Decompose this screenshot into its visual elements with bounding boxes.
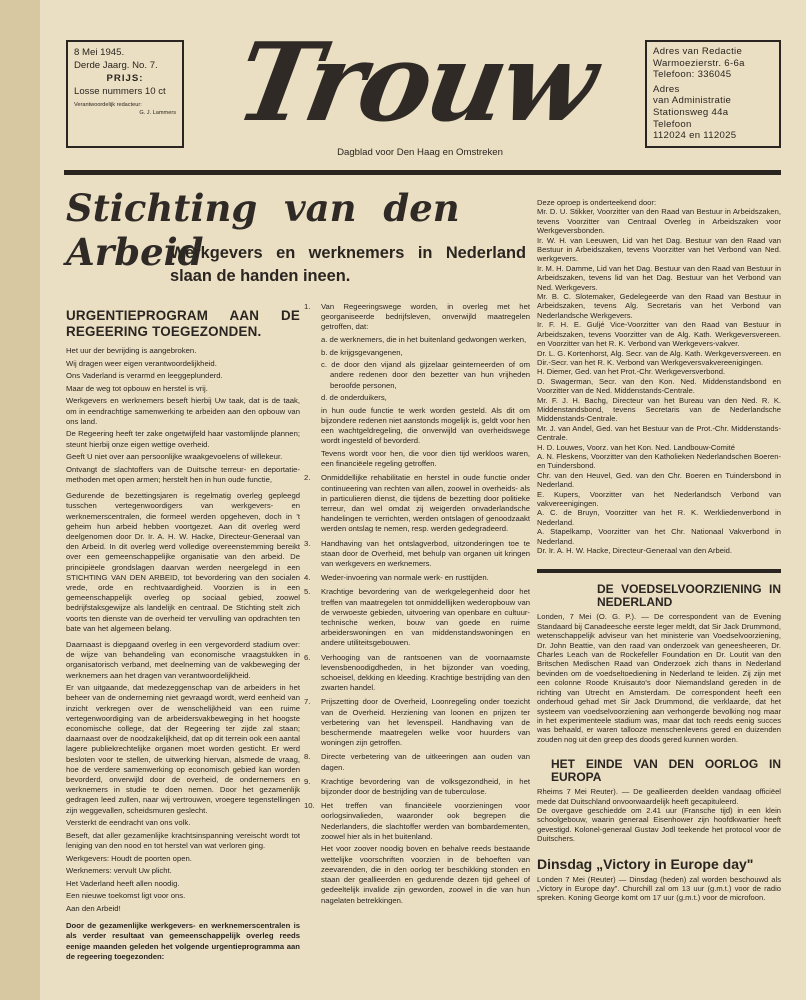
program-item bbox=[304, 573, 530, 583]
item-text: Directe verbetering van de uitkeeringen aan ouden van dagen. bbox=[321, 752, 530, 772]
item-number: 4. bbox=[304, 573, 311, 583]
signatory: Ir. W. H. van Leeuwen, Lid van het Dag. Bestuur van den Raad van Bestuur in Arbeidszaken, tevens Voorzitter van het Verbond van Ned. werkgevers. bbox=[537, 235, 781, 264]
signatory: Mr. J. van Andel, Ged. van het Bestuur van de Prot.-Chr. Middenstands-Centrale. bbox=[537, 423, 781, 443]
program-item bbox=[304, 697, 530, 748]
item-number: 6. bbox=[304, 652, 311, 662]
article-title-food: DE VOEDSELVOORZIENING IN NEDERLAND bbox=[597, 582, 781, 609]
article-body-war-end: Rheims 7 Mei Reuter). — De geallieerden deelden vandaag officiëel mede dat Duitschland onvoorwaardelijk heeft gecapituleerd. bbox=[537, 787, 781, 806]
signatory: E. Kupers, Voorzitter van het Nederlandsch Verbond van vakvereenigingen. bbox=[537, 489, 781, 508]
item-number: 8. bbox=[304, 752, 311, 762]
paragraph: Werkgevers: Houdt de poorten open. bbox=[66, 853, 192, 863]
headline: Stichting van den Arbeid bbox=[66, 186, 460, 274]
article-body-war-end-2: De overgave geschiedde om 2.41 uur (Fransche tijd) in een klein schoolgebouw, waarin generaal Eisenhower zijn hoofdkwartier heeft gevestigd. Kolonel-generaal Gustav Jodl teekende het protocol voor de Duitschers. bbox=[537, 805, 781, 844]
item-number: 3. bbox=[304, 538, 311, 548]
program-item bbox=[304, 539, 530, 570]
section-rule bbox=[537, 569, 781, 573]
article-title-ve-day: Dinsdag „Victory in Europe day" bbox=[537, 855, 754, 872]
program-item bbox=[304, 752, 530, 772]
address-line: Telefoon: 336045 bbox=[653, 69, 732, 81]
paragraph: De Regeering heeft ter zake ongetwijfeld haar vastomlijnde plannen; steunt hierbij onze eigen wettige overheid. bbox=[66, 429, 300, 449]
item-text: Verhooging van de rantsoenen van de voornaamste levensbenoodigdheden, in het bijzonder van voeding, schoeisel, dekking en kleeding. Krachtige bestrijding van den zwarten handel. bbox=[321, 652, 530, 693]
issue-date: 8 Mei 1945. bbox=[74, 47, 125, 58]
item-text: Handhaving van het ontslagverbod, uitzonderingen toe te staan door de Overheid, met behulp van organen uit kringen van werkgevers en werknemers. bbox=[321, 538, 530, 569]
item-text: Onmiddellijke rehabilitatie en herstel in oude functie onder continueering van rechten van allen, zoowel in overheids- als in particulieren dienst, die tijdens de bezetting door politieke terreur, dan wel omdat zij weigerden onvaderlandsche handelingen te verrichten, werden ontslagen of genoodzaakt werden ontslag te nemen, resp. werden gedegradeerd. bbox=[321, 473, 530, 534]
sub-item: a. de werknemers, die in het buitenland gedwongen werken, bbox=[321, 335, 527, 344]
article-body-food: Londen, 7 Mei (O. G. P.). — De correspondent van de Evening Standaard bij Canadeesche eerste leger meldt, dat Sir Jack Drummond, wetenschappelijk adviseur van het ministerie van Voedselvoorziening, Dr. John Beattie, van den raad van onderzoek van geneesheeren, Dr. Charles Leach van de Rockefeller Foundation en Dr. Loutit van den Britschen Medischen Raad van Onderzoek zich thans in Nederland bevinden om de voedseltoediening in Nederland te leiden. Zij zijn met een colonne Roode Kruisauto's door Niemandsland gereden in de richting van Utrecht en Amsterdam. De correspondent heeft een onderhoud gehad met Sir Jack Drummond, die verklaarde, dat het systeem van voedselvoorziening aan verhongerde bevolking nog maar in het experimenteele stadium was, maar dat toch reeds eenig succes was behaald, er waren tallooze menschenlevens gered en duizenden zouden nog uit den greep des doods gered kunnen worden. bbox=[537, 612, 781, 744]
item-continuation: Tevens wordt voor hen, die voor dien tijd werkloos waren, een financiëele regeling getroffen. bbox=[321, 448, 530, 469]
article-body-ve-day: Londen 7 Mei (Reuter) — Dinsdag (heden) zal worden beschouwd als „Victory in Europe day". Churchill zal om 13 uur (g.m.t.) voor de radio spreken. Koning George komt om 17 uur (g.m.t.) voor de microfoon. bbox=[537, 874, 781, 903]
item-text: Krachtige bevordering van de werkgelegenheid door het treffen van maatregelen tot onmiddellijken wederopbouw van de verwoeste gebieden, uitvoering van openbare en cultuur-technische werken, bouw van goede en ruime arbeiderswoningen en van middenstandswoningen en andere utiliteitsgebouwen. bbox=[321, 587, 530, 648]
signatory: Mr. B. C. Slotemaker, Gedelegeerde van den Raad van Bestuur in Arbeidszaken, tevens Alg. Secretaris van het Verbond van Nederlandsche Werkgevers. bbox=[537, 292, 781, 320]
issue-info-box bbox=[66, 40, 184, 148]
signatory: Ir. M. H. Damme, Lid van het Dag. Bestuur van den Raad van Bestuur in Arbeidszaken, tevens lid van het Dag. Bestuur van het Verbond van Ned. Werkgevers. bbox=[537, 263, 781, 292]
paragraph: Werkgevers en werknemers beseft hierbij Uw taak, dat is de taak, om in eendrachtige samenwerking te arbeiden aan den opbouw van ons land. bbox=[66, 396, 300, 426]
item-continuation: Het voor zoover noodig boven en behalve reeds bestaande wettelijke voorschriften voorzien in de behoeften van zeevarenden, die in den oorlog ter beschikking stonden en staan der geallieerden en gedurende dezen tijd geheel of gedeeltelijk invalide zijn geworden, zoowel in die van hun nagelaten betrekkingen. bbox=[321, 844, 530, 905]
item-text: Van Regeeringswege worden, in overleg met het georganiseerde bedrijfsleven, onverwijld maatregelen getroffen, dat: bbox=[321, 302, 530, 332]
signatory: Dr. Ir. A. H. W. Hacke, Directeur-Generaal van den Arbeid. bbox=[537, 546, 732, 556]
newspaper-logo: Trouw bbox=[227, 20, 603, 146]
address-line: Telefoon bbox=[653, 118, 692, 130]
address-line: Stationsweg 44a bbox=[653, 106, 729, 118]
issue-volume: Derde Jaarg. No. 7. bbox=[74, 60, 158, 71]
paragraph: Ons Vaderland is verarmd en leeggeplunderd. bbox=[66, 371, 223, 381]
program-item bbox=[304, 653, 530, 694]
item-number: 9. bbox=[304, 776, 311, 786]
item-number: 10. bbox=[304, 801, 315, 811]
paragraph: Aan den Arbeid! bbox=[66, 904, 121, 914]
paragraph: Versterkt de eendracht van ons volk. bbox=[66, 818, 191, 828]
column-3 bbox=[537, 198, 781, 903]
item-number: 2. bbox=[304, 473, 311, 483]
address-line: Adres van Redactie bbox=[653, 46, 743, 57]
masthead-rule bbox=[64, 170, 781, 175]
item-text: Het treffen van financiëele voorzieningen voor oorlogsinvalieden, waaronder ook begrepen die Nederlanders, die slachtoffer werden van bombardementen, zoowel hier als in het buitenland. bbox=[321, 801, 530, 841]
paragraph: Geeft U niet over aan persoonlijke wraakgevoelens of willekeur. bbox=[66, 452, 283, 462]
address-line: Warmoezierstr. 6-6a bbox=[653, 57, 745, 69]
paragraph: Er van uitgaande, dat medezeggenschap van de arbeiders in het beheer van de onderneming niet gevraagd wordt, werd eenheid van inzicht verkregen over de wenschelijkheid van een ruime vertegenwoordiging van de arbeidersvakbeweging in het hoogste economische college, dat der Regeering ter zijde zal staan; daarnaast over de noodzakelijkheid, dat op dit terrein ook een aantal lagere publiekrechtelijke organen moet worden gesticht. Er werd besloten voor te stellen, de uitwerking hiervan, alsmede de vraag, hoe de verdere samenwerking op economisch gebied kan worden bevorderd, onverwijld door de overheid, de ondernemers en werknemers in studie te doen nemen. Door het gezamenlijk gedragen leed zullen, naar wij vertrouwen, vroegere tegenstellingen zijn weggevallen, scheidsmuren geslecht. bbox=[66, 683, 300, 815]
sub-item: d. de onderduikers, bbox=[321, 393, 387, 403]
paragraph: Beseft, dat aller gezamenlijke krachtsinspanning vereischt wordt tot leniging van den nood en tot herstel van wat verloren ging. bbox=[66, 830, 300, 851]
price-label: PRIJS: bbox=[106, 73, 144, 84]
item-text: Weder-invoering van normale werk- en rusttijden. bbox=[321, 573, 489, 583]
paragraph: Werknemers: vervult Uw plicht. bbox=[66, 866, 172, 876]
signed-intro: Deze oproep is onderteekend door: bbox=[537, 198, 657, 207]
program-item bbox=[304, 302, 530, 469]
address-box bbox=[645, 40, 781, 148]
column-2-program bbox=[304, 302, 530, 910]
address-line: van Administratie bbox=[653, 95, 732, 107]
editor-name: G. J. Lammers bbox=[139, 110, 176, 116]
program-item bbox=[304, 777, 530, 797]
item-number: 1. bbox=[304, 302, 311, 311]
item-text: Prijszetting door de Overheid, Loonregeling onder toezicht van de Overheid. Herziening van loonen en prijzen ter verbetering van het levenspeil. Handhaving van de beschermende maatregelen welke voor huurders van woningen zijn getroffen. bbox=[321, 697, 530, 748]
program-item bbox=[304, 801, 530, 905]
newspaper-subtitle: Dagblad voor Den Haag en Omstreken bbox=[337, 147, 503, 158]
column-1 bbox=[66, 308, 300, 964]
program-item bbox=[304, 473, 530, 534]
article-title-war-end: HET EINDE VAN DEN OORLOG IN EUROPA bbox=[551, 757, 781, 784]
section-title: URGENTIEPROGRAM AAN DE REGEERING TOEGEZONDEN. bbox=[66, 308, 300, 339]
signatory: D. Swagerman, Secr. van den Kon. Ned. Middenstandsbond en Voorzitter van de Ned. Middenstands-Centrale. bbox=[537, 376, 781, 396]
paragraph: Het uur der bevrijding is aangebroken. bbox=[66, 346, 197, 355]
signatory: A. N. Fleskens, Voorzitter van den Katholieken Nederlandschen Boeren- en Tuindersbond. bbox=[537, 451, 781, 471]
paragraph: Het Vaderland heeft allen noodig. bbox=[66, 878, 180, 888]
item-continuation: in hun oude functie te werk worden gesteld. Als dit om bijzondere redenen niet aanstonds mogelijk is, geldt voor hen een wachtgeldregeling, die onverwijld van overheidswege wordt ingesteld of bevorderd. bbox=[321, 405, 530, 446]
paragraph: Maar de weg tot opbouw en herstel is vrij. bbox=[66, 383, 208, 393]
item-text: Krachtige bevordering van de volksgezondheid, in het bijzonder door de bestrijding van de tuberculose. bbox=[321, 776, 530, 797]
sub-item: c. de door den vijand als gijzelaar geinterneerden of om andere redenen door den bezetter van hun vrijheden beroofde personen, bbox=[321, 360, 530, 390]
subheadline: Werkgevers en werknemers in Nederland slaan de handen ineen. bbox=[170, 244, 526, 285]
paragraph: Gedurende de bezettingsjaren is regelmatig overleg gepleegd tusschen vertegenwoordigers van werkgevers- en werknemerscentralen, die formeel werden opgeheven, doch in 't geheim hun arbeid hebben voortgezet. Aan dit overleg werd deelgenomen door Dr. Ir. A. H. W. Hacke, Directeur-Generaal van den Arbeid. In dit overleg werd volledige overeenstemming bereikt over een gemeenschappelijke organisatie van den arbeid. De principiëele grondslagen daarvan werden neergelegd in een STICHTING VAN DEN ARBEID, tot bevordering van den socialen vrede, orde en rechtvaardigheid. Voorzien is in een gemeenschappelijk overleg op sociaal gebied, zoowel bedrijfstaksgewijze als landelijk en centraal. De Stichting stelt zich voorts ten dienste van de overheid ter vervulling van opdrachten ten bate van het algemeen belang. bbox=[66, 491, 300, 633]
editor-label: Verantwoordelijk redacteur: bbox=[74, 102, 142, 108]
signatory: H. D. Louwes, Voorz. van het Kon. Ned. Landbouw-Comité bbox=[537, 442, 735, 452]
address-line: Adres bbox=[653, 83, 680, 95]
signatory: Ir. F. H. E. Guljé Vice-Voorzitter van den Raad van Bestuur in Arbeidszaken, tevens Voorzitter van de Alg. Kath. Werkgeversvereen. en Voorzitter van het R. K. Verbond van Werkgevers-vakver. bbox=[537, 320, 781, 349]
price: Losse nummers 10 ct bbox=[74, 86, 166, 97]
paragraph: Ontvangt de slachtoffers van de Duitsche terreur- en deportatie-methoden met open armen; herstelt hen in hun oude functie, bbox=[66, 464, 300, 484]
signatory: Mr. D. U. Stikker, Voorzitter van den Raad van Bestuur in Arbeidszaken, tevens Voorzitter van Centraal Overleg in Arbeidszaken voor Werkgeversbonden. bbox=[537, 207, 781, 236]
signatory: A. Stapelkamp, Voorzitter van het Chr. Nationaal Vakverbond in Nederland. bbox=[537, 527, 781, 546]
signatory: H. Diemer, Ged. van het Prot.-Chr. Werkgeversverbond. bbox=[537, 367, 726, 377]
signatory: Mr. F. J. H. Bachg, Directeur van het Bureau van den Ned. R. K. Middenstandsbond, tevens Secretaris van de Nederlandsche Middenstands-Centrale. bbox=[537, 395, 781, 424]
closing-paragraph: Door de gezamenlijke werkgevers- en werknemerscentralen is als verder resultaat van gemeenschappelijk overleg reeds eenige maanden geleden het volgende urgentieprogramma aan de regeering toegezonden: bbox=[66, 921, 300, 961]
paragraph: Daarnaast is diepgaand overleg in een vergevorderd stadium over: de wijze van behandeling van economische vraagstukken in organisatorisch verband, met deelneming van de vakbeweging der werknemers aan het dragen van verantwoordelijkheid. bbox=[66, 640, 300, 680]
item-number: 5. bbox=[304, 587, 311, 597]
sub-item: b. de krijgsgevangenen, bbox=[321, 347, 403, 357]
paragraph: Een nieuwe toekomst ligt voor ons. bbox=[66, 891, 186, 901]
item-number: 7. bbox=[304, 697, 311, 707]
address-line: 112024 en 112025 bbox=[653, 130, 737, 142]
program-item bbox=[304, 587, 530, 648]
paragraph: Wij dragen weer eigen verantwoordelijkheid. bbox=[66, 358, 217, 368]
signatory: A. C. de Bruyn, Voorzitter van het R. K. Werkliedenverbond in Nederland. bbox=[537, 508, 781, 527]
signatory: Chr. van den Heuvel, Ged. van den Chr. Boeren en Tuindersbond in Nederland. bbox=[537, 470, 781, 490]
signatory: Dr. L. G. Kortenhorst, Alg. Secr. van de Alg. Kath. Werkgeversvereen. en Dir.-Secr. van het R. K. Verbond van Werkgeversvakvereenigingen. bbox=[537, 348, 781, 367]
